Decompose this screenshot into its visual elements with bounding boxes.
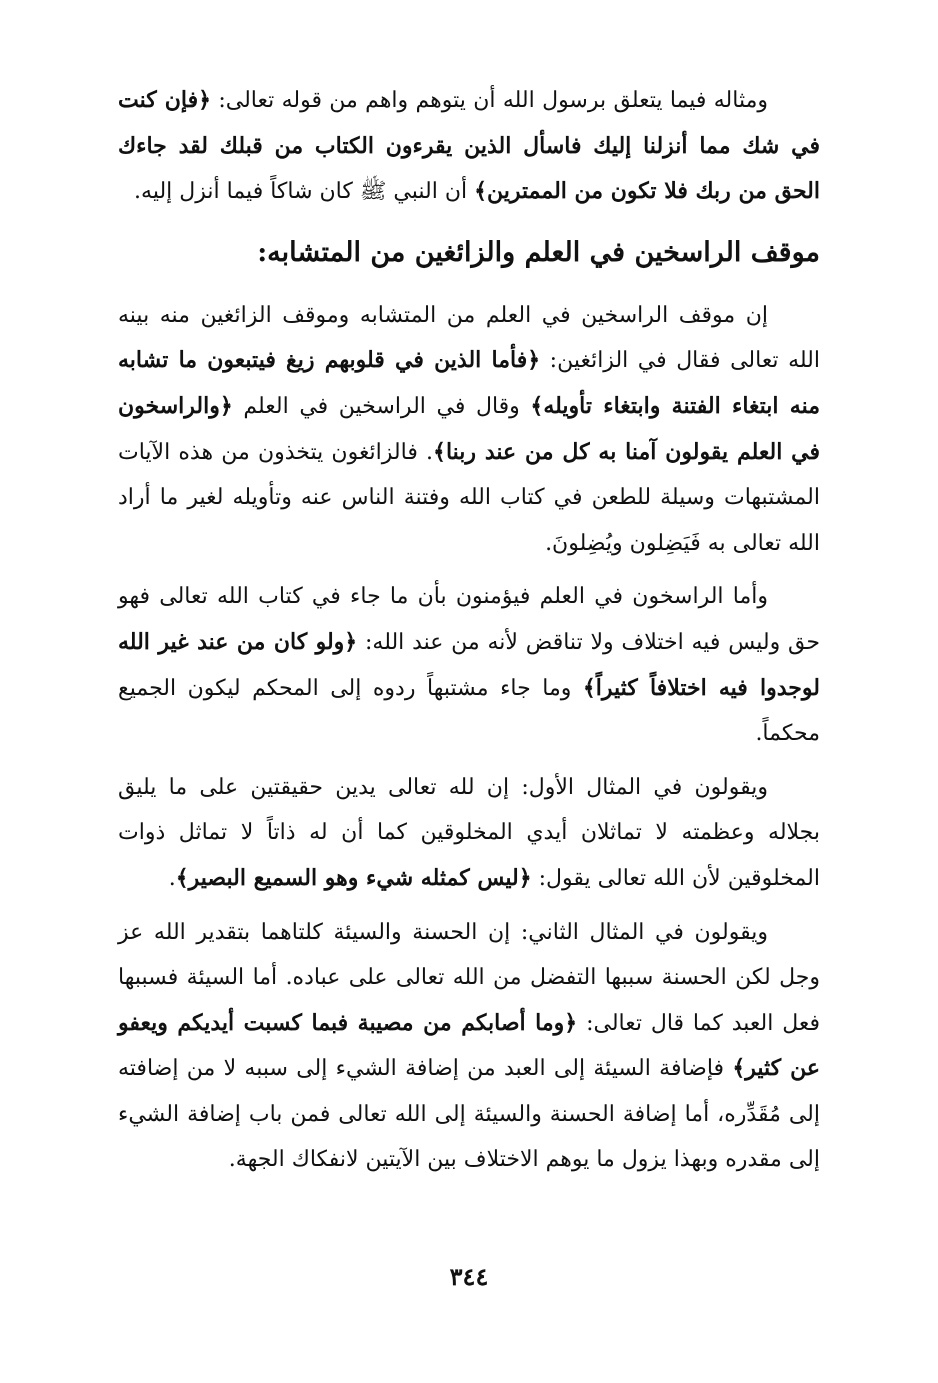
quran-verse: ﴿فإن كنت في شك مما أنزلنا إليك فاسأل الذين يقرءون الكتاب من قبلك لقد جاءك الحق من ربك فلا تكون من الممترين﴾ <box>118 87 820 205</box>
quran-verse: ﴿وما أصابكم من مصيبة فبما كسبت أيديكم ويعفو عن كثير﴾ <box>118 1009 820 1082</box>
paragraph-4 <box>118 765 820 902</box>
paragraph-text: وأما الراسخون في العلم فيؤمنون بأن ما جاء في كتاب الله تعالى فهو حق وليس فيه اختلاف ولا تناقض لأنه من عند الله: <box>118 584 820 655</box>
paragraph-5 <box>118 910 820 1184</box>
paragraph-text: . <box>168 865 176 891</box>
page-body <box>118 78 820 1338</box>
paragraph-3 <box>118 574 820 756</box>
paragraph-text: إن موقف الراسخين في العلم من المتشابه وموقف الزائغين منه بينه الله تعالى فقال في الزائغين: <box>118 302 820 374</box>
paragraph-text: أن النبي ﷺ كان شاكاً فيما أنزل إليه. <box>134 179 475 205</box>
paragraph-2 <box>118 293 820 567</box>
quran-verse: ﴿والراسخون في العلم يقولون آمنا به كل من عند ربنا﴾ <box>118 392 821 465</box>
paragraph-text: . فالزائغون يتخذون من هذه الآيات المشتبهات وسيلة للطعن في كتاب الله وفتنة الناس عنه وتأويله لغير ما أراد الله تعالى به فَيَضِلون ويُضِلونَ. <box>118 439 820 556</box>
quran-verse: ﴿ليس كمثله شيء وهو السميع البصير﴾ <box>175 864 532 891</box>
quran-verse: ﴿ولو كان من عند غير الله لوجدوا فيه اختلافاً كثيراً﴾ <box>118 628 820 701</box>
paragraph-text: ومثاله فيما يتعلق برسول الله أن يتوهم واهم من قوله تعالى: <box>211 88 768 113</box>
quran-verse: ﴿فأما الذين في قلوبهم زيغ فيتبعون ما تشابه منه ابتغاء الفتنة وابتغاء تأويله﴾ <box>118 347 821 419</box>
paragraph-text: ويقولون في المثال الأول: إن لله تعالى يدين حقيقتين على ما يليق بجلاله وعظمته لا تماثلان أيدي المخلوقين كما أن له ذاتاً لا تماثل ذوات المخلوقين لأن الله تعالى يقول: <box>118 774 820 891</box>
paragraph-1 <box>118 78 820 215</box>
paragraph-text: وما جاء مشتبهاً ردوه إلى المحكم ليكون الجميع محكماً. <box>118 675 820 747</box>
paragraph-text: فإضافة السيئة إلى العبد من إضافة الشيء إلى سببه لا من إضافته إلى مُقَدِّره، أما إضافة الحسنة والسيئة إلى الله تعالى فمن باب إضافة الشيء إلى مقدره وبهذا يزول ما يوهم الاختلاف بين الآيتين لانفكاك الجهة. <box>118 1056 820 1173</box>
paragraph-text: ويقولون في المثال الثاني: إن الحسنة والسيئة كلتاهما بتقدير الله عز وجل لكن الحسنة سببها التفضل من الله تعالى على عباده. أما السيئة فسببها فعل العبد كما قال تعالى: <box>118 919 820 1036</box>
paragraph-text: وقال في الراسخين في العلم <box>232 393 531 419</box>
page-number: ٣٤٤ <box>449 1262 489 1291</box>
section-heading: موقف الراسخين في العلم والزائغين من المتشابه: <box>257 236 820 268</box>
